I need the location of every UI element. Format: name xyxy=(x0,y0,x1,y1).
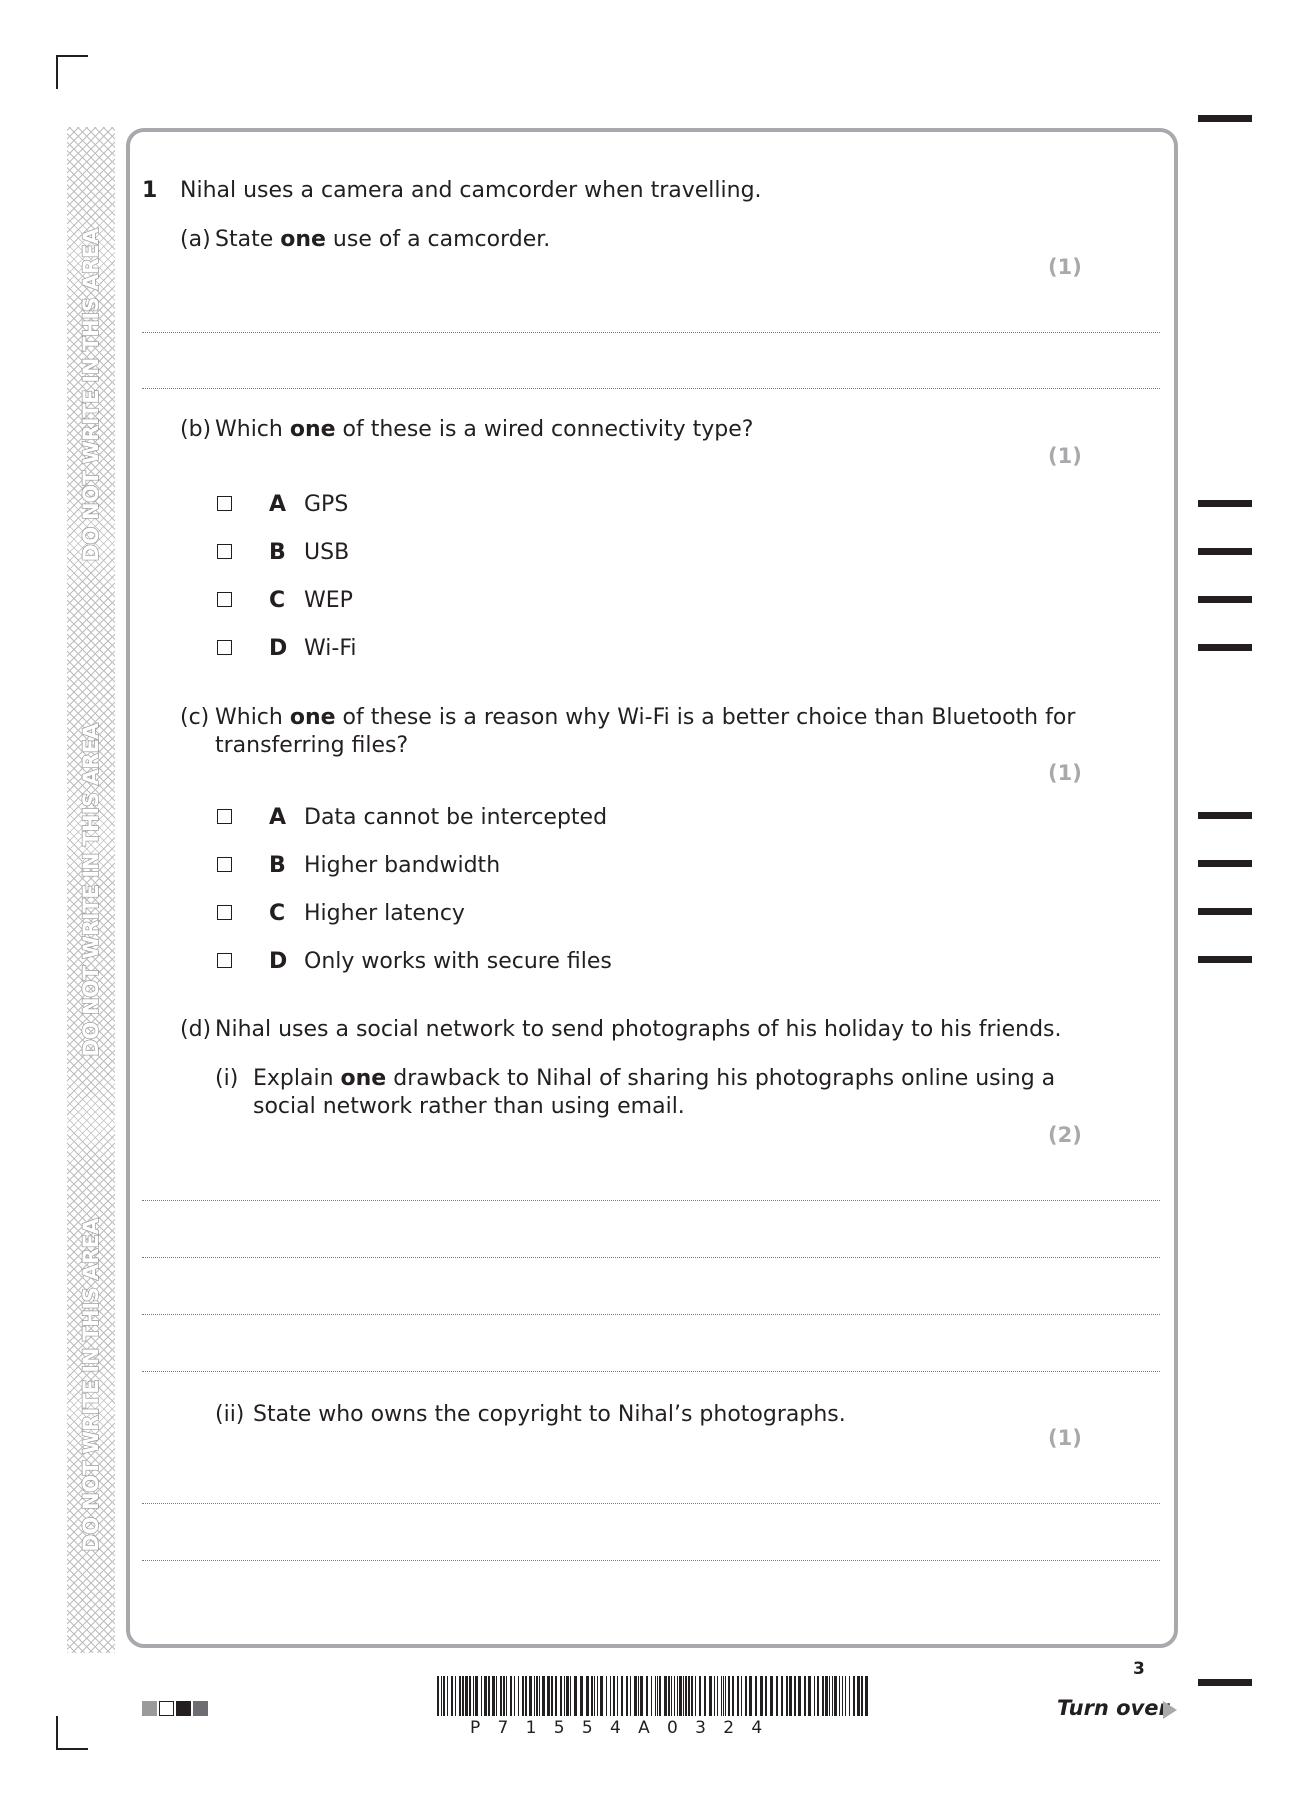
barcode-bar xyxy=(459,1676,461,1716)
barcode-bar xyxy=(668,1676,670,1716)
option-text: Higher latency xyxy=(304,901,465,926)
barcode-bar xyxy=(755,1676,757,1716)
barcode-bar xyxy=(441,1676,442,1716)
answer-line[interactable] xyxy=(142,1560,1160,1561)
option-text: GPS xyxy=(304,492,349,517)
part-d-ii-question: State who owns the copyright to Nihal’s photographs. xyxy=(253,1402,846,1427)
checkbox-b-b[interactable] xyxy=(217,544,232,559)
barcode-bar xyxy=(659,1676,661,1716)
crop-mark-top-left-h xyxy=(56,55,88,57)
barcode-bar xyxy=(564,1676,565,1716)
margin-tick xyxy=(1198,500,1252,507)
option-letter: C xyxy=(269,901,286,926)
part-d-ii-marks: (1) xyxy=(1048,1426,1082,1450)
barcode-bar xyxy=(817,1676,819,1716)
barcode-bar xyxy=(580,1676,583,1716)
barcode-bar xyxy=(481,1676,482,1716)
registration-square xyxy=(176,1701,191,1716)
barcode-bar xyxy=(704,1676,706,1716)
margin-tick xyxy=(1198,548,1252,555)
barcode-bar xyxy=(714,1676,715,1716)
barcode-bar xyxy=(834,1676,837,1716)
barcode-bar xyxy=(829,1676,830,1716)
checkbox-b-d[interactable] xyxy=(217,640,232,655)
barcode-bar xyxy=(845,1676,846,1716)
barcode-bar xyxy=(770,1676,773,1716)
answer-line[interactable] xyxy=(142,332,1160,333)
part-b-marks: (1) xyxy=(1048,444,1082,468)
page-number: 3 xyxy=(1133,1659,1145,1679)
margin-tick xyxy=(1198,596,1252,603)
barcode-bar xyxy=(699,1676,701,1716)
checkbox-b-c[interactable] xyxy=(217,592,232,607)
part-b-question: Which one of these is a wired connectivity type? xyxy=(215,417,754,442)
barcode-bar xyxy=(725,1676,726,1716)
barcode-bar xyxy=(560,1676,562,1716)
barcode-bar xyxy=(786,1676,788,1716)
barcode-bar xyxy=(443,1676,445,1716)
answer-line[interactable] xyxy=(142,388,1160,389)
barcode-bar xyxy=(839,1676,840,1716)
barcode-bar xyxy=(685,1676,687,1716)
barcode-bar xyxy=(539,1676,540,1716)
crop-mark-bottom-left-h xyxy=(56,1748,88,1750)
question-stem: Nihal uses a camera and camcorder when travelling. xyxy=(180,178,762,203)
barcode-bar xyxy=(822,1676,824,1716)
part-b-label: (b) xyxy=(180,417,212,442)
barcode-bar xyxy=(473,1676,474,1716)
barcode-bar xyxy=(566,1676,569,1716)
barcode-digits: P71554A0324 xyxy=(470,1718,780,1738)
option-text: Higher bandwidth xyxy=(304,853,501,878)
margin-tick xyxy=(1198,115,1252,122)
barcode-bar xyxy=(808,1676,811,1716)
option-letter: B xyxy=(269,853,286,878)
barcode-bar xyxy=(484,1676,487,1716)
barcode-bar xyxy=(586,1676,589,1716)
barcode-bar xyxy=(657,1676,658,1716)
barcode-bar xyxy=(651,1676,652,1716)
barcode-bar xyxy=(691,1676,693,1716)
checkbox-c-d[interactable] xyxy=(217,953,232,968)
answer-line[interactable] xyxy=(142,1257,1160,1258)
barcode-bar xyxy=(447,1676,448,1716)
turn-over-arrow-icon xyxy=(1163,1701,1177,1719)
barcode-bar xyxy=(760,1676,763,1716)
part-c-label: (c) xyxy=(180,705,210,730)
barcode-bar xyxy=(723,1676,724,1716)
barcode-bar xyxy=(832,1676,833,1716)
crop-mark-bottom-left-v xyxy=(56,1716,58,1750)
barcode-bar xyxy=(677,1676,678,1716)
margin-tick xyxy=(1198,956,1252,963)
barcode-bar xyxy=(574,1676,577,1716)
barcode-bar xyxy=(842,1676,843,1716)
barcode-bar xyxy=(529,1676,532,1716)
barcode-bar xyxy=(849,1676,850,1716)
answer-line[interactable] xyxy=(142,1371,1160,1372)
part-a-question: State one use of a camcorder. xyxy=(215,227,551,252)
option-letter: A xyxy=(269,805,287,830)
barcode-bar xyxy=(496,1676,497,1716)
barcode-bar xyxy=(717,1676,718,1716)
barcode-bar xyxy=(542,1676,545,1716)
barcode-bar xyxy=(600,1676,603,1716)
barcode-bar xyxy=(732,1676,734,1716)
part-d-i-question-line2: social network rather than using email. xyxy=(253,1094,685,1119)
question-number: 1 xyxy=(142,178,158,203)
option-text: Only works with secure files xyxy=(304,949,612,974)
part-a-label: (a) xyxy=(180,227,211,252)
answer-line[interactable] xyxy=(142,1503,1160,1504)
barcode-bar xyxy=(737,1676,739,1716)
barcode-bar xyxy=(688,1676,690,1716)
barcode-bar xyxy=(547,1676,550,1716)
margin-tick xyxy=(1198,908,1252,915)
barcode-bar xyxy=(488,1676,490,1716)
checkbox-c-a[interactable] xyxy=(217,809,232,824)
barcode-bar xyxy=(655,1676,656,1716)
barcode-bar xyxy=(475,1676,478,1716)
barcode-bar xyxy=(857,1676,860,1716)
barcode-bar xyxy=(721,1676,722,1716)
barcode-bar xyxy=(679,1676,682,1716)
option-text: Data cannot be intercepted xyxy=(304,805,608,830)
barcode-bar xyxy=(853,1676,855,1716)
barcode-bar xyxy=(617,1676,618,1716)
option-text: Wi-Fi xyxy=(304,636,357,661)
option-letter: D xyxy=(269,949,288,974)
barcode-bar xyxy=(741,1676,742,1716)
checkbox-b-a[interactable] xyxy=(217,496,232,511)
option-text: WEP xyxy=(304,588,353,613)
barcode-bar xyxy=(551,1676,553,1716)
barcode-bar xyxy=(518,1676,519,1716)
barcode-bar xyxy=(695,1676,696,1716)
barcode-bar xyxy=(776,1676,778,1716)
margin-tick xyxy=(1198,860,1252,867)
barcode-bar xyxy=(514,1676,515,1716)
barcode-bar xyxy=(728,1676,730,1716)
checkbox-c-c[interactable] xyxy=(217,905,232,920)
barcode xyxy=(437,1676,869,1716)
barcode-bar xyxy=(861,1676,863,1716)
barcode-bar xyxy=(789,1676,792,1716)
barcode-bar xyxy=(865,1676,868,1716)
barcode-bar xyxy=(503,1676,505,1716)
crop-mark-top-left-v xyxy=(56,55,58,89)
barcode-bar xyxy=(804,1676,806,1716)
option-letter: B xyxy=(269,540,286,565)
answer-line[interactable] xyxy=(142,1314,1160,1315)
barcode-bar xyxy=(465,1676,468,1716)
part-c-question: Which one of these is a reason why Wi-Fi is a better choice than Bluetooth for xyxy=(215,705,1076,730)
option-letter: A xyxy=(269,492,287,517)
barcode-bar xyxy=(646,1676,648,1716)
part-d-label: (d) xyxy=(180,1017,212,1042)
barcode-bar xyxy=(630,1676,631,1716)
part-c-question-line2: transferring files? xyxy=(215,733,409,758)
barcode-bar xyxy=(794,1676,796,1716)
margin-tick xyxy=(1198,1679,1252,1686)
barcode-bar xyxy=(437,1676,439,1716)
margin-tick xyxy=(1198,644,1252,651)
barcode-bar xyxy=(534,1676,535,1716)
registration-square xyxy=(159,1701,174,1716)
part-d-ii-label: (ii) xyxy=(215,1402,245,1427)
barcode-bar xyxy=(522,1676,524,1716)
barcode-bar xyxy=(606,1676,607,1716)
option-letter: D xyxy=(269,636,288,661)
barcode-bar xyxy=(536,1676,538,1716)
option-letter: C xyxy=(269,588,286,613)
barcode-bar xyxy=(492,1676,495,1716)
checkbox-c-b[interactable] xyxy=(217,857,232,872)
barcode-bar xyxy=(781,1676,783,1716)
turn-over-text: Turn over xyxy=(1057,1696,1169,1720)
part-c-marks: (1) xyxy=(1048,761,1082,785)
barcode-bar xyxy=(671,1676,672,1716)
barcode-bar xyxy=(469,1676,471,1716)
barcode-bar xyxy=(591,1676,593,1716)
barcode-bar xyxy=(798,1676,801,1716)
barcode-bar xyxy=(709,1676,712,1716)
barcode-bar xyxy=(506,1676,507,1716)
barcode-bar xyxy=(500,1676,502,1716)
barcode-bar xyxy=(634,1676,637,1716)
barcode-bar xyxy=(451,1676,453,1716)
barcode-bar xyxy=(765,1676,767,1716)
barcode-bar xyxy=(626,1676,628,1716)
barcode-bar xyxy=(749,1676,752,1716)
barcode-bar xyxy=(610,1676,611,1716)
part-a-marks: (1) xyxy=(1048,255,1082,279)
barcode-bar xyxy=(825,1676,828,1716)
registration-square xyxy=(193,1701,208,1716)
barcode-bar xyxy=(664,1676,667,1716)
barcode-bar xyxy=(745,1676,747,1716)
part-d-i-marks: (2) xyxy=(1048,1123,1082,1147)
barcode-bar xyxy=(555,1676,557,1716)
barcode-bar xyxy=(570,1676,571,1716)
barcode-bar xyxy=(597,1676,598,1716)
option-text: USB xyxy=(304,540,350,565)
barcode-bar xyxy=(683,1676,684,1716)
barcode-bar xyxy=(621,1676,623,1716)
barcode-bar xyxy=(525,1676,527,1716)
barcode-bar xyxy=(814,1676,815,1716)
barcode-bar xyxy=(462,1676,464,1716)
part-d-i-label: (i) xyxy=(215,1066,239,1091)
answer-line[interactable] xyxy=(142,1200,1160,1201)
barcode-bar xyxy=(510,1676,512,1716)
part-d-i-question: Explain one drawback to Nihal of sharing his photographs online using a xyxy=(253,1066,1056,1091)
barcode-bar xyxy=(638,1676,639,1716)
barcode-bar xyxy=(455,1676,456,1716)
part-d-stem: Nihal uses a social network to send photographs of his holiday to his friends. xyxy=(215,1017,1062,1042)
barcode-bar xyxy=(674,1676,675,1716)
barcode-bar xyxy=(594,1676,595,1716)
barcode-bar xyxy=(640,1676,643,1716)
registration-square xyxy=(142,1701,157,1716)
barcode-bar xyxy=(613,1676,615,1716)
margin-tick xyxy=(1198,812,1252,819)
